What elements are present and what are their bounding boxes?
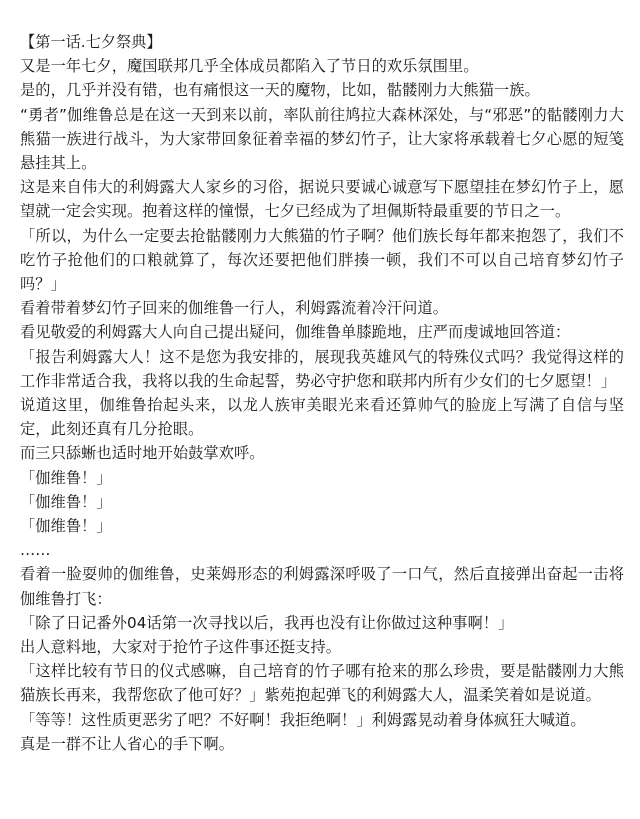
paragraph-12: 「伽维鲁！」 bbox=[20, 492, 112, 511]
paragraph-7: 看见敬爱的利姆露大人向自己提出疑问，伽维鲁单膝跪地，庄严而虔诚地回答道： bbox=[20, 323, 571, 342]
paragraph-9: 说道这里，伽维鲁抬起头来，以龙人族审美眼光来看还算帅气的脸庞上写满了自信与坚定，此刻还真有几分抢眼。 bbox=[20, 396, 624, 439]
paragraph-17: 出人意料地，大家对于抢竹子这件事还挺支持。 bbox=[20, 638, 342, 657]
paragraph-11: 「伽维鲁！」 bbox=[20, 468, 112, 487]
paragraph-3: “勇者”伽维鲁总是在这一天到来以前，率队前往鸠拉大森林深处，与“邪恶”的骷髅刚力大熊猫一族进行战斗，为大家带回象征着幸福的梦幻竹子，让大家将承载着七夕心愿的短笺悬挂其上。 bbox=[20, 105, 624, 173]
paragraph-13: 「伽维鲁！」 bbox=[20, 517, 112, 536]
paragraph-5: 「所以，为什么一定要去抢骷髅刚力大熊猫的竹子啊？他们族长每年都来抱怨了，我们不吃竹子抢他们的口粮就算了，每次还要把他们胖揍一顿，我们不可以自己培育梦幻竹子吗？」 bbox=[20, 226, 624, 294]
paragraph-10: 而三只舔蜥也适时地开始鼓掌欢呼。 bbox=[20, 444, 265, 463]
paragraph-6: 看着带着梦幻竹子回来的伽维鲁一行人，利姆露流着冷汗问道。 bbox=[20, 299, 449, 318]
paragraph-20: 真是一群不让人省心的手下啊。 bbox=[20, 734, 235, 753]
paragraph-4: 这是来自伟大的利姆露大人家乡的习俗，据说只要诚心诚意写下愿望挂在梦幻竹子上，愿望就一定会实现。抱着这样的憧憬，七夕已经成为了坦佩斯特最重要的节日之一。 bbox=[20, 178, 624, 221]
paragraph-18: 「这样比较有节日的仪式感嘛，自己培育的竹子哪有抢来的那么珍贵，要是骷髅刚力大熊猫族长再来，我帮您砍了他可好？」紫苑抱起弹飞的利姆露大人，温柔笑着如是说道。 bbox=[20, 662, 624, 705]
paragraph-8: 「报告利姆露大人！这不是您为我安排的，展现我英雄风气的特殊仪式吗？我觉得这样的工作非常适合我，我将以我的生命起誓，势必守护您和联邦内所有少女们的七夕愿望！」 bbox=[20, 347, 624, 390]
paragraph-16: 「除了日记番外04话第一次寻找以后，我再也没有让你做过这种事啊！」 bbox=[20, 613, 514, 632]
paragraph-14: …… bbox=[20, 541, 51, 560]
paragraph-2: 是的，几乎并没有错，也有痛恨这一天的魔物，比如，骷髅刚力大熊猫一族。 bbox=[20, 81, 540, 100]
document-page bbox=[20, 30, 624, 756]
paragraph-15: 看着一脸耍帅的伽维鲁，史莱姆形态的利姆露深呼吸了一口气，然后直接弹出奋起一击将伽维鲁打飞： bbox=[20, 565, 624, 608]
chapter-title: 【第一话.七夕祭典】 bbox=[20, 33, 162, 51]
paragraph-19: 「等等！这性质更恶劣了吧？不好啊！我拒绝啊！」利姆露晃动着身体疯狂大喊道。 bbox=[20, 710, 586, 729]
paragraph-1: 又是一年七夕，魔国联邦几乎全体成员都陷入了节日的欢乐氛围里。 bbox=[20, 57, 479, 76]
